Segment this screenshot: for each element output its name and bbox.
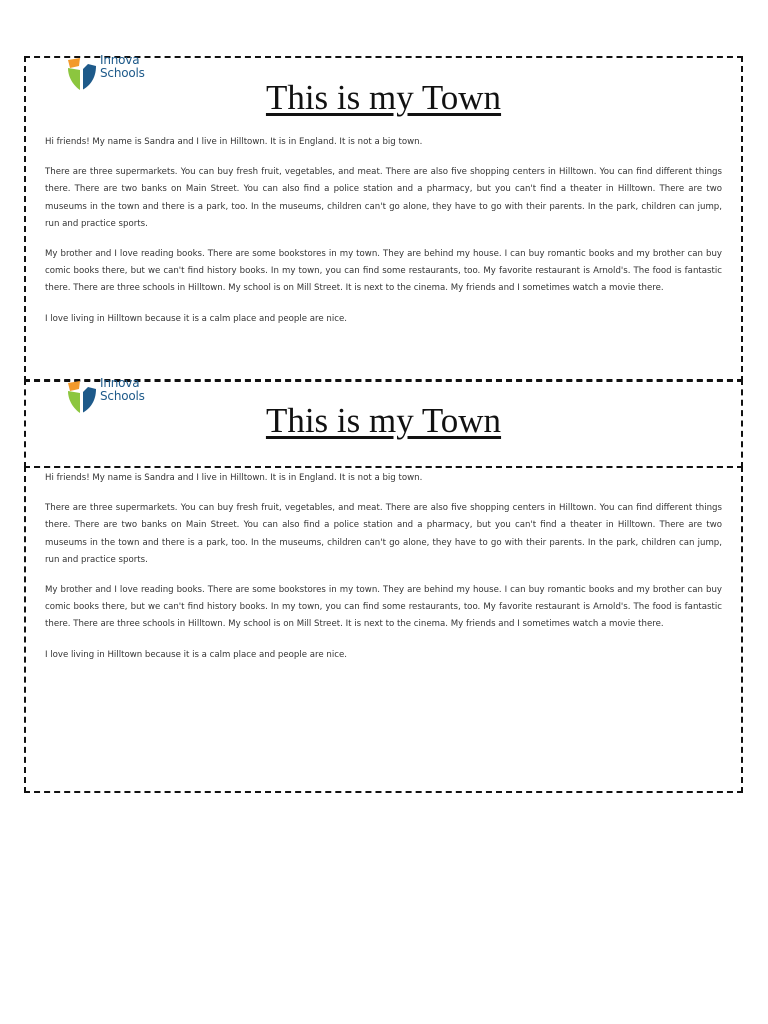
paragraph-3: My brother and I love reading books. There are some bookstores in my town. They are behind my house. I can buy romantic books and my brother can buy comic books there, but we can't find history books. In my town, you can find some restaurants, too. My favorite restaurant is Arnold's. The food is fantastic there. There are three schools in Hilltown. My school is on Mill Street. It is next to the cinema. My friends and I sometimes watch a movie there. — [45, 585, 722, 630]
paragraph-4: I love living in Hilltown because it is a calm place and people are nice. — [45, 313, 347, 324]
paragraph-1: Hi friends! My name is Sandra and I live in Hilltown. It is in England. It is not a big town. — [45, 137, 423, 147]
logo-wordmark — [100, 54, 145, 80]
paragraph-2: There are three supermarkets. You can buy fresh fruit, vegetables, and meat. There are also five shopping centers in Hilltown. You can find different things there. There are two banks on Main Street. You can also find a police station and a pharmacy, but you can't find a theater in Hilltown. There are two museums in the town and there is a park, too. In the museums, children can't go alone, they have to go with their parents. In the park, children can jump, run and practice sports. — [45, 167, 722, 229]
paragraph-4: I love living in Hilltown because it is a calm place and people are nice. — [45, 649, 347, 660]
paragraph-1: Hi friends! My name is Sandra and I live in Hilltown. It is in England. It is not a big town. — [45, 473, 423, 483]
paragraph-2: There are three supermarkets. You can buy fresh fruit, vegetables, and meat. There are also five shopping centers in Hilltown. You can find different things there. There are two banks on Main Street. You can also find a police station and a pharmacy, but you can't find a theater in Hilltown. There are two museums in the town and there is a park, too. In the museums, children can't go alone, they have to go with their parents. In the park, children can jump, run and practice sports. — [45, 503, 722, 565]
logo-line-1: Innova — [100, 53, 140, 67]
page-title: This is my Town — [265, 401, 502, 440]
paragraph-3: My brother and I love reading books. There are some bookstores in my town. They are behind my house. I can buy romantic books and my brother can buy comic books there, but we can't find history books. In my town, you can find some restaurants, too. My favorite restaurant is Arnold's. The food is fantastic there. There are three schools in Hilltown. My school is on Mill Street. It is next to the cinema. My friends and I sometimes watch a movie there. — [45, 249, 722, 294]
logo-line-2: Schools — [100, 389, 145, 403]
logo-line-1: Innova — [100, 376, 140, 390]
logo-wordmark — [100, 377, 145, 403]
story-text — [45, 470, 722, 677]
page-title: This is my Town — [265, 78, 502, 117]
story-text — [45, 134, 722, 341]
logo-line-2: Schools — [100, 66, 145, 80]
